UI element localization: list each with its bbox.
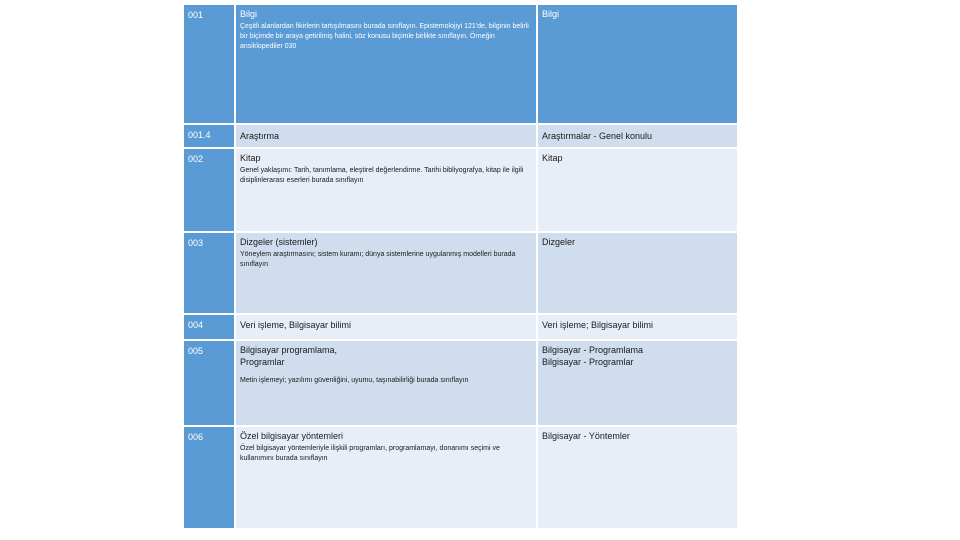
row-subject: Bilgi	[542, 9, 560, 19]
row-code	[184, 341, 234, 425]
code-text: 003	[188, 238, 204, 248]
row-subject-cell	[538, 315, 737, 339]
row-title: Veri işleme, Bilgisayar bilimi	[240, 320, 352, 330]
row-title: Bilgi	[240, 9, 258, 19]
row-description: Özel bilgisayar yöntemleriyle ilişkili programları, programlamayı, donanımı seçimi ve kullanımını burada sınıflayın	[240, 445, 500, 462]
row-title-cell	[236, 149, 536, 231]
code-text: 001.4	[188, 130, 211, 140]
row-description: Yöneylem araştırmasını; sistem kuramı; dünya sistemlerine uygulanmış modelleri burada sınıflayın	[240, 251, 516, 268]
row-title-cell	[236, 5, 536, 123]
row-title-cell	[236, 315, 536, 339]
row-title-cell	[236, 125, 536, 147]
row-code	[184, 233, 234, 313]
row-description: Çeşitli alanlardan fikirlerin tartışılmasını burada sınıflayın. Epistemolojiyi 121'de, bilginin belirli bir biçimde bir araya getirilmiş halini, söz konusu biçimle birlikte sınıflayın. Örneğin ansiklopediler 030	[240, 23, 529, 50]
row-code	[184, 5, 234, 123]
row-subject-cell	[538, 5, 737, 123]
row-title: Bilgisayar programlama, Programlar	[240, 345, 338, 367]
row-subject-cell	[538, 341, 737, 425]
row-subject-cell	[538, 125, 737, 147]
row-subject: Dizgeler	[542, 237, 576, 247]
row-code	[184, 125, 234, 147]
row-code	[184, 315, 234, 339]
row-subject-cell	[538, 233, 737, 313]
row-title-cell	[236, 233, 536, 313]
row-code	[184, 149, 234, 231]
row-title-cell	[236, 427, 536, 528]
row-title: Araştırma	[240, 131, 280, 141]
code-text: 004	[188, 320, 204, 330]
code-text: 001	[188, 10, 204, 20]
code-text: 006	[188, 432, 204, 442]
row-subject: Kitap	[542, 153, 563, 163]
row-title: Özel bilgisayar yöntemleri	[240, 431, 344, 441]
row-subject: Araştırmalar - Genel konulu	[542, 131, 653, 141]
row-subject-cell	[538, 427, 737, 528]
row-title: Dizgeler (sistemler)	[240, 237, 318, 247]
row-title-cell	[236, 341, 536, 425]
row-description: Metin işlemeyi; yazılımı güvenliğini, uyumu, taşınabilirliği burada sınıflayın	[240, 377, 469, 384]
row-subject: Veri işleme; Bilgisayar bilimi	[542, 320, 654, 330]
row-subject-cell	[538, 149, 737, 231]
code-text: 005	[188, 346, 204, 356]
row-subject: Bilgisayar - Programlama Bilgisayar - Programlar	[542, 345, 644, 367]
row-description: Genel yaklaşımı: Tarih, tanımlama, eleştirel değerlendirme. Tarihi bibliyografya, kitap ile ilgili disiplinlerarası eserleri burada sınıflayın	[240, 167, 524, 184]
code-text: 002	[188, 154, 204, 164]
row-title: Kitap	[240, 153, 261, 163]
row-subject: Bilgisayar - Yöntemler	[542, 431, 630, 441]
row-code	[184, 427, 234, 528]
